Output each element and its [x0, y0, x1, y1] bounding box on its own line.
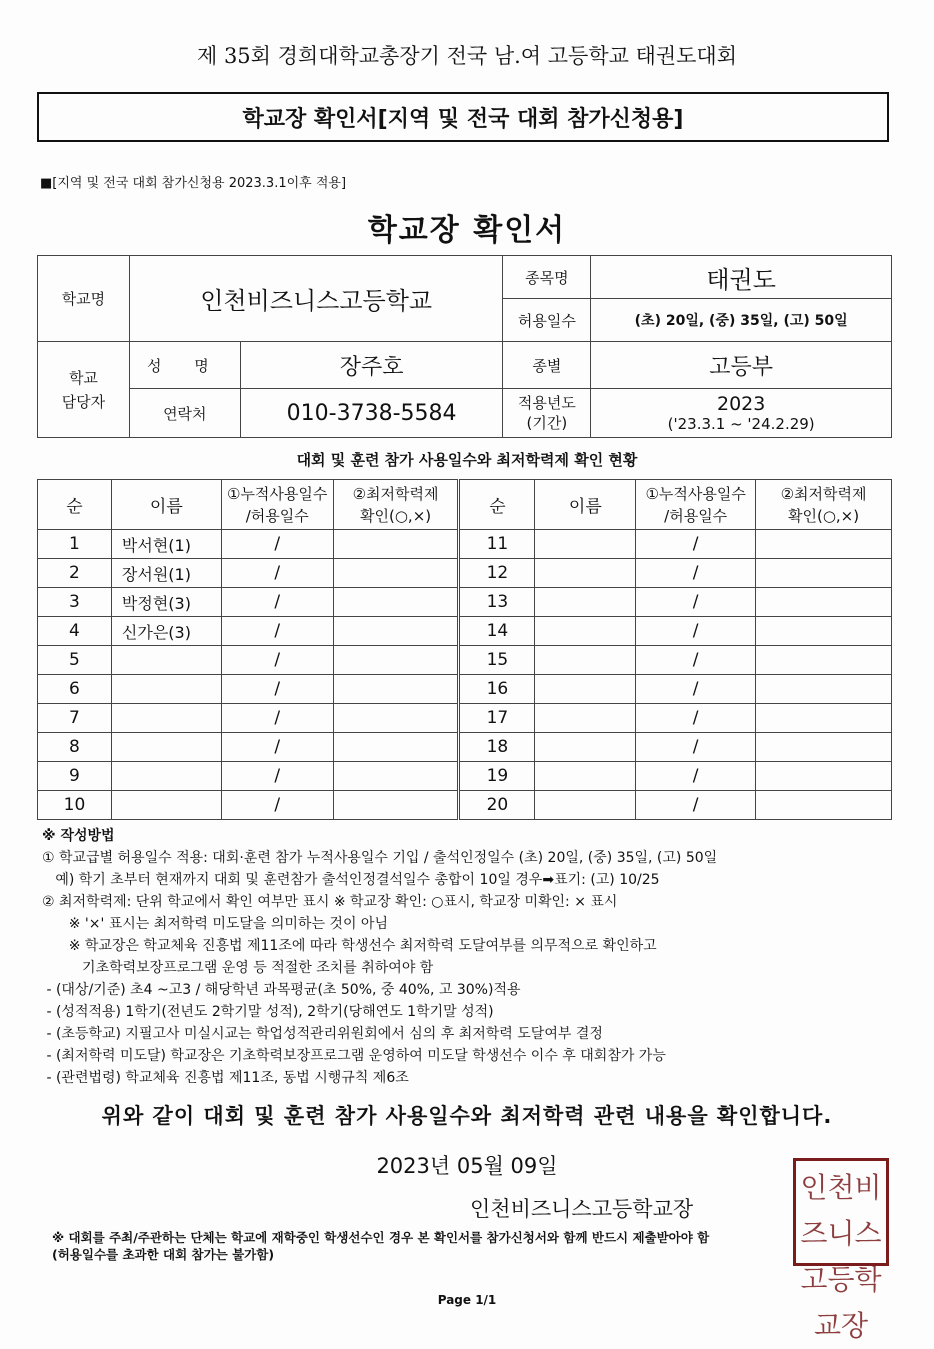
row-academic — [756, 675, 892, 704]
row-name — [535, 617, 636, 646]
table-row — [38, 646, 892, 675]
row-academic — [756, 762, 892, 791]
name-label: 성 명 — [129, 342, 240, 389]
method-line: - (성적적용) 1학기(전년도 2학기말 성적), 2학기(당해연도 1학기말 성적) — [42, 1004, 494, 1020]
row-name — [111, 762, 221, 791]
row-name — [535, 646, 636, 675]
row-name — [111, 675, 221, 704]
row-academic — [756, 646, 892, 675]
competition-title: 제 35회 경희대학교총장기 전국 남.여 고등학교 태권도대회 — [196, 44, 738, 68]
roster-table — [37, 479, 892, 820]
row-days: / — [221, 588, 333, 617]
row-days: / — [636, 588, 756, 617]
roster-title: 대회 및 훈련 참가 사용일수와 최저학력제 확인 현황 — [296, 451, 638, 469]
category-label: 종별 — [503, 342, 591, 389]
footnote-line: (허용일수를 초과한 대회 참가는 불가함) — [52, 1247, 275, 1262]
row-name: 장서원(1) — [111, 559, 221, 588]
method-line: - (대상/기준) 초4 ~고3 / 해당학년 과목평균(초 50%, 중 40%, 고 30%)적용 — [42, 982, 521, 998]
method-line: - (관련법령) 학교체육 진흥법 제11조, 동법 시행규칙 제6조 — [42, 1070, 409, 1086]
document-title: 학교장 확인서 — [367, 213, 567, 248]
manager-label: 학교 담당자 — [38, 342, 130, 438]
official-seal-text: 인천비즈니스고등학교장 — [800, 1171, 882, 1342]
row-academic — [333, 646, 459, 675]
table-row — [38, 791, 892, 820]
row-no: 3 — [38, 588, 112, 617]
row-no: 12 — [459, 559, 535, 588]
row-academic — [756, 733, 892, 762]
page-number: Page 1/1 — [437, 1293, 497, 1307]
row-name — [535, 559, 636, 588]
row-days: / — [636, 791, 756, 820]
header-academic-right: ②최저학력제 확인(○,×) — [756, 480, 892, 530]
row-academic — [333, 530, 459, 559]
row-no: 16 — [459, 675, 535, 704]
row-days: / — [636, 762, 756, 791]
row-no: 4 — [38, 617, 112, 646]
row-days: / — [221, 762, 333, 791]
row-days: / — [636, 704, 756, 733]
row-academic — [333, 559, 459, 588]
header-days-left: ①누적사용일수 /허용일수 — [221, 480, 333, 530]
category-value: 고등부 — [591, 342, 892, 389]
contact-label: 연락처 — [129, 389, 240, 438]
table-row — [38, 530, 892, 559]
row-days: / — [636, 733, 756, 762]
row-days: / — [636, 675, 756, 704]
header-days-right: ①누적사용일수 /허용일수 — [636, 480, 756, 530]
school-name: 인천비즈니스고등학교 — [129, 256, 503, 342]
row-name — [111, 646, 221, 675]
school-info-table — [37, 255, 892, 438]
row-days: / — [221, 530, 333, 559]
row-name — [111, 791, 221, 820]
header-academic-left: ②최저학력제 확인(○,×) — [333, 480, 459, 530]
footnote-line: ※ 대회를 주최/주관하는 단체는 학교에 재학중인 학생선수인 경우 본 확인서를 참가신청서와 함께 반드시 제출받아야 함 — [52, 1230, 710, 1245]
row-name: 박정현(3) — [111, 588, 221, 617]
table-row — [38, 733, 892, 762]
row-name — [535, 588, 636, 617]
method-line: - (초등학교) 지필고사 미실시교는 학업성적관리위원회에서 심의 후 최저학력 도달여부 결정 — [42, 1026, 603, 1042]
table-row — [38, 675, 892, 704]
year-label: 적용년도 (기간) — [503, 389, 591, 438]
row-academic — [333, 675, 459, 704]
row-name — [535, 791, 636, 820]
header-no-left: 순 — [38, 480, 112, 530]
row-no: 2 — [38, 559, 112, 588]
row-days: / — [221, 791, 333, 820]
table-row — [38, 617, 892, 646]
row-no: 6 — [38, 675, 112, 704]
contact-value: 010-3738-5584 — [240, 389, 503, 438]
row-name — [535, 530, 636, 559]
year-period: ('23.3.1 ~ '24.2.29) — [667, 415, 815, 433]
principal-name: 인천비즈니스고등학교장 — [470, 1197, 694, 1221]
header-no-right: 순 — [459, 480, 535, 530]
row-academic — [333, 762, 459, 791]
row-days: / — [221, 733, 333, 762]
row-name — [111, 704, 221, 733]
applicability-note: ■[지역 및 전국 대회 참가신청용 2023.3.1이후 적용] — [40, 176, 347, 191]
year-cell — [591, 389, 892, 438]
method-line: 기초학력보장프로그램 운영 등 적절한 조치를 취하여야 함 — [42, 960, 434, 976]
method-line: ① 학교급별 허용일수 적용: 대회·훈련 참가 누적사용일수 기입 / 출석인정일수 (초) 20일, (중) 35일, (고) 50일 — [42, 850, 718, 866]
method-line: ※ 학교장은 학교체육 진흥법 제11조에 따라 학생선수 최저학력 도달여부를 의무적으로 확인하고 — [42, 938, 657, 954]
row-academic — [756, 530, 892, 559]
writing-method — [42, 825, 892, 1089]
method-line: ※ '×' 표시는 최저학력 미도달을 의미하는 것이 아님 — [42, 916, 388, 932]
year-value: 2023 — [716, 393, 766, 415]
row-days: / — [636, 617, 756, 646]
row-academic — [333, 733, 459, 762]
row-no: 19 — [459, 762, 535, 791]
row-no: 18 — [459, 733, 535, 762]
row-no: 17 — [459, 704, 535, 733]
row-name: 박서현(1) — [111, 530, 221, 559]
row-days: / — [221, 617, 333, 646]
event-label: 종목명 — [503, 256, 591, 299]
row-no: 1 — [38, 530, 112, 559]
row-no: 14 — [459, 617, 535, 646]
allowed-days-label: 허용일수 — [503, 299, 591, 342]
row-name: 신가은(3) — [111, 617, 221, 646]
row-name — [535, 762, 636, 791]
form-title: 학교장 확인서[지역 및 전국 대회 참가신청용] — [242, 106, 684, 132]
row-days: / — [221, 704, 333, 733]
method-line: - (최저학력 미도달) 학교장은 기초학력보장프로그램 운영하여 미도달 학생선수 이수 후 대회참가 가능 — [42, 1048, 666, 1064]
row-no: 20 — [459, 791, 535, 820]
row-days: / — [636, 646, 756, 675]
row-no: 11 — [459, 530, 535, 559]
row-no: 9 — [38, 762, 112, 791]
header-name-right: 이름 — [535, 480, 636, 530]
row-days: / — [221, 646, 333, 675]
footnote — [52, 1229, 902, 1263]
form-title-box — [37, 92, 889, 142]
table-row — [38, 704, 892, 733]
row-days: / — [636, 559, 756, 588]
row-no: 5 — [38, 646, 112, 675]
row-name — [535, 675, 636, 704]
confirmation-statement: 위와 같이 대회 및 훈련 참가 사용일수와 최저학력 관련 내용을 확인합니다. — [101, 1104, 833, 1128]
row-name — [111, 733, 221, 762]
row-academic — [333, 617, 459, 646]
header-name-left: 이름 — [111, 480, 221, 530]
row-academic — [756, 704, 892, 733]
table-row — [38, 559, 892, 588]
row-no: 7 — [38, 704, 112, 733]
row-no: 15 — [459, 646, 535, 675]
row-days: / — [636, 530, 756, 559]
row-academic — [756, 588, 892, 617]
row-no: 8 — [38, 733, 112, 762]
issue-date: 2023년 05월 09일 — [376, 1154, 558, 1178]
allowed-days-value: (초) 20일, (중) 35일, (고) 50일 — [591, 299, 892, 342]
row-days: / — [221, 559, 333, 588]
method-line: 예) 학기 초부터 현재까지 대회 및 훈련참가 출석인정결석일수 총합이 10일 경우➡표기: (고) 10/25 — [42, 872, 660, 888]
row-academic — [333, 588, 459, 617]
method-title: ※ 작성방법 — [42, 828, 115, 844]
row-name — [535, 704, 636, 733]
school-name-label: 학교명 — [38, 256, 130, 342]
table-row — [38, 588, 892, 617]
event-value: 태권도 — [591, 256, 892, 299]
table-row — [38, 762, 892, 791]
row-academic — [333, 791, 459, 820]
manager-name: 장주호 — [240, 342, 503, 389]
row-academic — [756, 559, 892, 588]
row-no: 13 — [459, 588, 535, 617]
row-no: 10 — [38, 791, 112, 820]
row-days: / — [221, 675, 333, 704]
row-academic — [756, 617, 892, 646]
row-academic — [333, 704, 459, 733]
row-name — [535, 733, 636, 762]
row-academic — [756, 791, 892, 820]
method-line: ② 최저학력제: 단위 학교에서 확인 여부만 표시 ※ 학교장 확인: ○표시, 학교장 미확인: × 표시 — [42, 894, 618, 910]
